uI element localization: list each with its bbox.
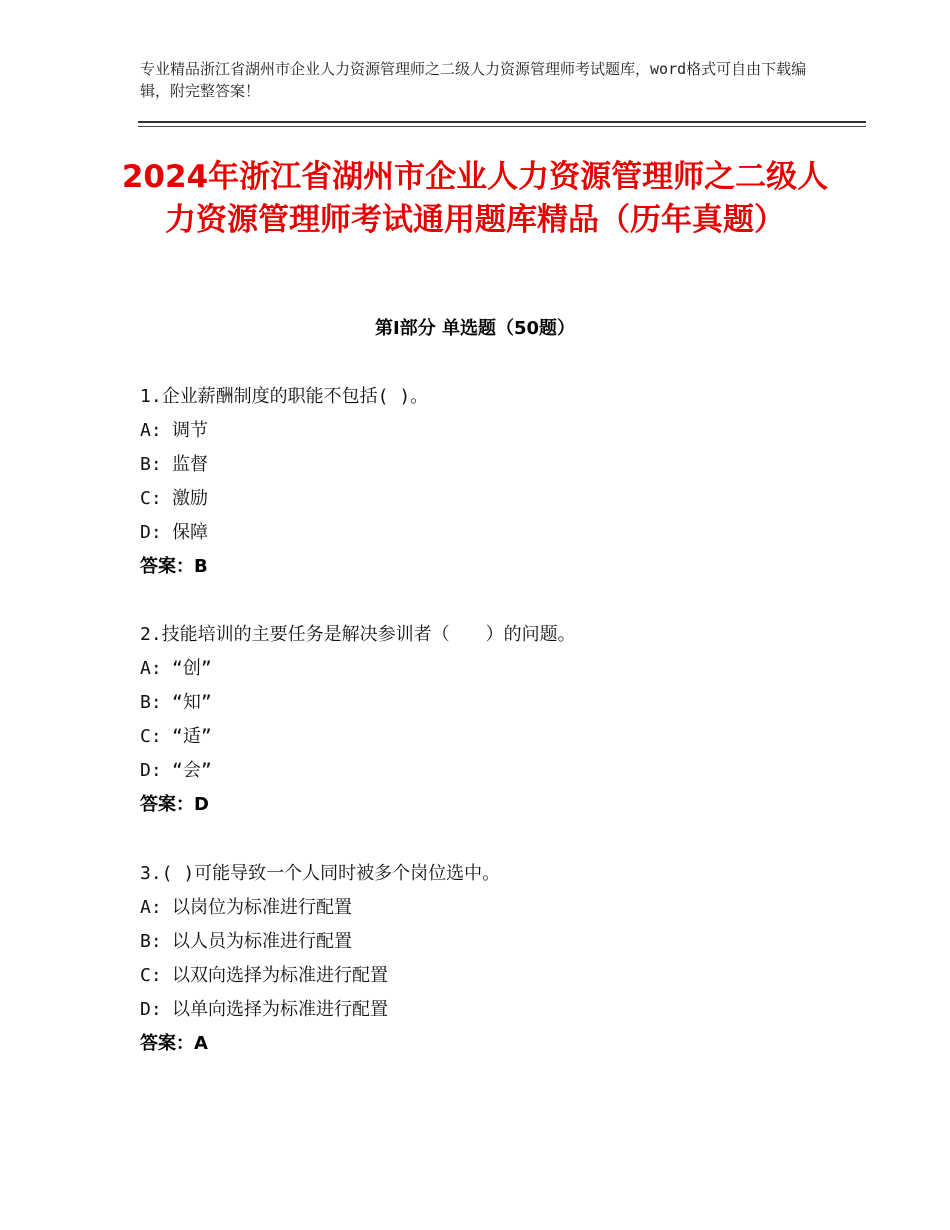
answer-label: 答案：B: [140, 556, 208, 577]
question-text: 3.( )可能导致一个人同时被多个岗位选中。: [140, 863, 501, 884]
option-letter: C:: [140, 488, 162, 509]
option-text: 监督: [172, 454, 208, 475]
option-a: [140, 414, 840, 448]
option-letter: C:: [140, 726, 162, 747]
option-letter: D:: [140, 760, 162, 781]
option-letter: B:: [140, 692, 162, 713]
option-d: [140, 993, 840, 1027]
header-note: 专业精品浙江省湖州市企业人力资源管理师之二级人力资源管理师考试题库，word格式可自由下载编辑，附完整答案！: [140, 60, 807, 100]
answer-label: 答案：A: [140, 1033, 208, 1054]
option-c: [140, 720, 840, 754]
answer-label: 答案：D: [140, 794, 209, 815]
option-text: 以人员为标准进行配置: [172, 931, 352, 952]
option-letter: C:: [140, 965, 162, 986]
document-title: 2024年浙江省湖州市企业人力资源管理师之二级人力资源管理师考试通用题库精品（历年真题）: [121, 159, 829, 238]
option-a: [140, 891, 840, 925]
option-a: [140, 652, 840, 686]
option-letter: B:: [140, 931, 162, 952]
option-text: “知”: [172, 692, 212, 713]
option-letter: D:: [140, 999, 162, 1020]
question-3: [140, 857, 840, 1061]
header-divider-thin: [138, 126, 866, 127]
option-d: [140, 754, 840, 788]
option-text: 以单向选择为标准进行配置: [172, 999, 388, 1020]
option-b: [140, 686, 840, 720]
question-text: 1.企业薪酬制度的职能不包括( )。: [140, 386, 429, 407]
option-letter: A:: [140, 658, 162, 679]
option-text: 保障: [172, 522, 208, 543]
option-text: “会”: [172, 760, 212, 781]
header-divider-thick: [138, 121, 866, 123]
option-b: [140, 448, 840, 482]
question-text: 2.技能培训的主要任务是解决参训者（ ）的问题。: [140, 624, 576, 645]
option-letter: A:: [140, 897, 162, 918]
option-text: 调节: [172, 420, 208, 441]
option-d: [140, 516, 840, 550]
section-title: 第Ⅰ部分 单选题（50题）: [374, 318, 575, 339]
option-c: [140, 482, 840, 516]
option-letter: A:: [140, 420, 162, 441]
option-text: 以岗位为标准进行配置: [172, 897, 352, 918]
option-text: 激励: [172, 488, 208, 509]
option-letter: B:: [140, 454, 162, 475]
option-text: “适”: [172, 726, 212, 747]
option-text: “创”: [172, 658, 212, 679]
question-2: [140, 618, 840, 822]
option-b: [140, 925, 840, 959]
option-letter: D:: [140, 522, 162, 543]
option-c: [140, 959, 840, 993]
option-text: 以双向选择为标准进行配置: [172, 965, 388, 986]
question-1: [140, 380, 840, 584]
